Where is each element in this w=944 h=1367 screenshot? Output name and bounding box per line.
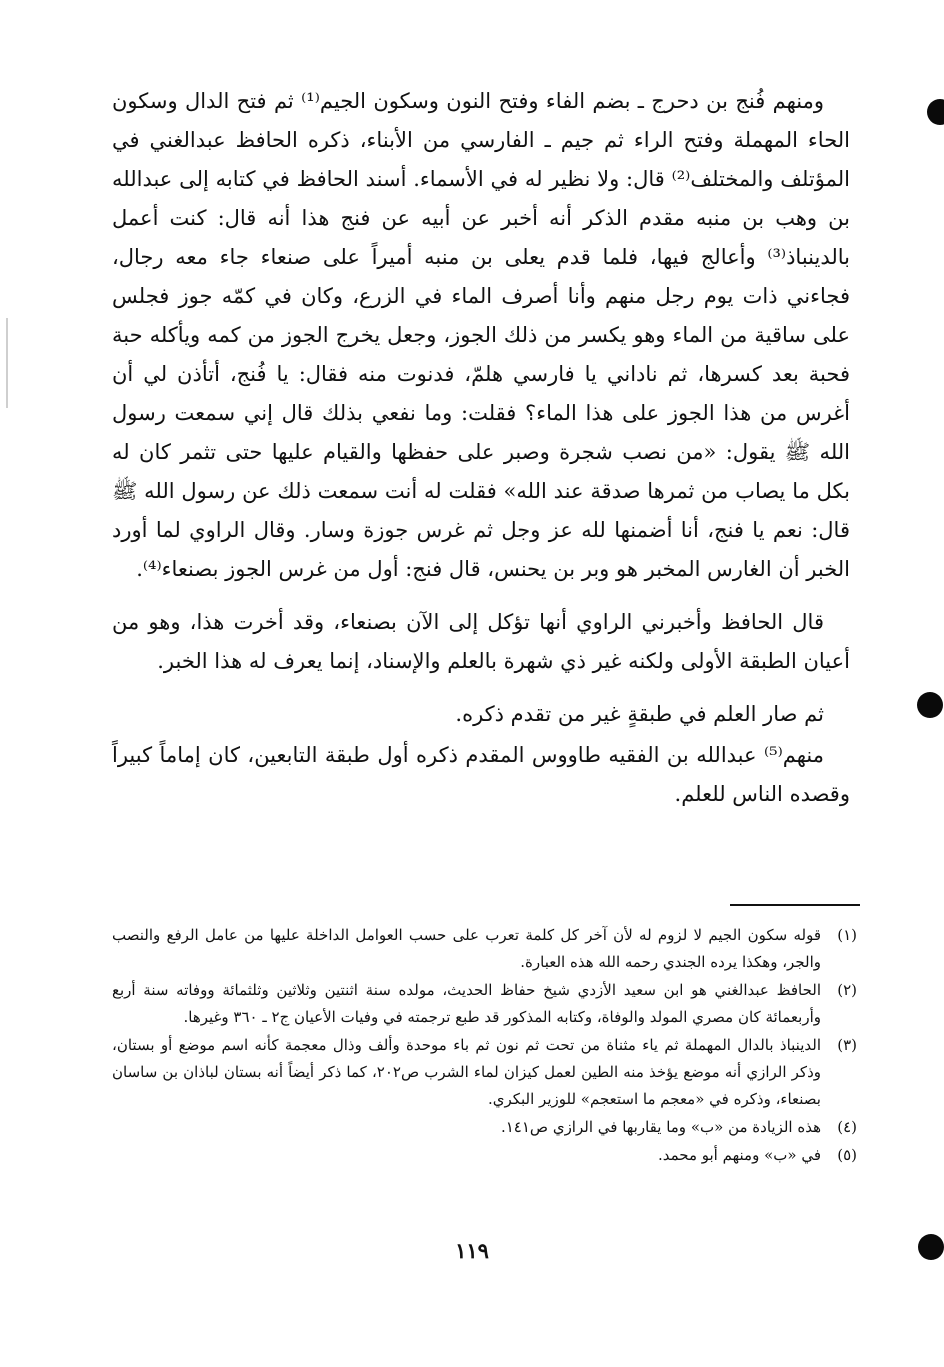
- footnote-number: (٣): [837, 1036, 857, 1054]
- binding-hole-icon: [917, 692, 943, 718]
- footnote-number: (١): [837, 926, 857, 944]
- footnote-text: هذه الزيادة من «ب» وما يقاربها في الرازي ص١٤١.: [500, 1118, 821, 1136]
- page-number: ١١٩: [455, 1238, 489, 1263]
- footnote-text: في «ب» ومنهم أبو محمد.: [657, 1146, 821, 1164]
- footnote-text: قوله سكون الجيم لا لزوم له لأن آخر كل كلمة تعرب على حسب العوامل الداخلة عليها من عامل الرفع والنصب والجر، وهكذا يرده الجندي رحمه الله هذه العبارة.: [112, 926, 821, 971]
- footnote-number: (٥): [837, 1146, 857, 1164]
- paragraph-next-tier: ثم صار العلم في طبقةٍ غير من تقدم ذكره.: [455, 702, 824, 726]
- footnote-separator: [730, 904, 860, 906]
- footnote-1: [112, 922, 857, 976]
- footnote-3: [112, 1032, 857, 1113]
- footnote-text: الدينباذ بالدال المهملة ثم ياء مثناة من تحت ثم نون ثم باء موحدة وألف وذال معجمة كأنه اسم موضع أو بستان، وذكر الرازي أنه موضع يؤخذ منه الطين لعمل كيزان لماء الشرب ص٢٠٢، كما ذكر أيضاً أنه بستان لباذان بن ساسان بصنعاء، وذكره في «معجم ما استعجم» للوزير البكري.: [112, 1036, 821, 1108]
- scan-edge-mark: [6, 318, 8, 408]
- paragraph-hafiz-note: قال الحافظ وأخبرني الراوي أنها تؤكل إلى الآن بصنعاء، وقد أخرت هذا، وهو من أعيان الطبقة الأولى ولكنه غير ذي شهرة بالعلم والإسناد، إنما يعرف له هذا الخبر.: [112, 610, 850, 673]
- footnote-number: (٤): [837, 1118, 857, 1136]
- footnotes: [112, 922, 857, 1170]
- footnote-4: [112, 1114, 857, 1141]
- binding-hole-icon: [918, 1234, 944, 1260]
- paragraph-abdullah-tawus: منهم⁽⁵⁾ عبدالله بن الفقيه طاووس المقدم ذكره أول طبقة التابعين، كان إماماً كبيراً وقصده الناس للعلم.: [112, 743, 850, 806]
- footnote-number: (٢): [837, 981, 857, 999]
- footnote-5: [112, 1142, 857, 1169]
- main-text: [112, 82, 850, 828]
- binding-hole-icon: [927, 99, 944, 125]
- paragraph-fanj-story: ومنهم فُنج بن دحرج ـ بضم الفاء وفتح النون وسكون الجيم⁽¹⁾ ثم فتح الدال وسكون الحاء المهملة وفتح الراء ثم جيم ـ الفارسي من الأبناء، ذكره الحافظ عبدالغني في المؤتلف والمختلف⁽²⁾ قال: ولا نظير له في الأسماء. أسند الحافظ في كتابه إلى عبدالله بن وهب بن منبه مقدم الذكر أنه أخبر عن أبيه عن فنج هذا أنه قال: كنت أعمل بالدينباذ⁽³⁾ وأعالج فيها، فلما قدم يعلى بن منبه أميراً على صنعاء جاء معه رجال، فجاءني ذات يوم رجل منهم وأنا أصرف الماء في الزرع، وكان في كمّه جوز فجلس على ساقية من الماء وهو يكسر من ذلك الجوز، وجعل يخرج الجوز من كمه ويأكله حبة فحبة بعد كسرها، ثم ناداني يا فارسي هلمّ، فدنوت منه فقال: يا فُنج، أتأذن لي أن أغرس من هذا الجوز على هذا الماء؟ فقلت: وما نفعي بذلك قال إني سمعت رسول الله ﷺ يقول: «من نصب شجرة وصبر على حفظها والقيام عليها حتى تثمر كان له بكل ما يصاب من ثمرها صدقة عند الله» فقلت له أنت سمعت ذلك عن رسول الله ﷺ قال: نعم يا فنج، أنا أضمنها لله عز وجل ثم غرس جوزة وسار. وقال الراوي لما أورد الخبر أن الغارس المخبر هو وبر بن يحنس، قال فنج: أول من غرس الجوز بصنعاء⁽⁴⁾.: [112, 89, 850, 581]
- footnote-text: الحافظ عبدالغني هو ابن سعيد الأزدي شيخ حفاظ الحديث، مولده سنة اثنتين وثلاثين وثلثمائة ووفاته سنة أربع وأربعمائة كان مصري المولد والوفاة، وكتابه المذكور قد طبع ترجمته في وفيات الأعيان ج٢ ـ ٣٦٠ وغيرها.: [112, 981, 821, 1026]
- footnote-2: [112, 977, 857, 1031]
